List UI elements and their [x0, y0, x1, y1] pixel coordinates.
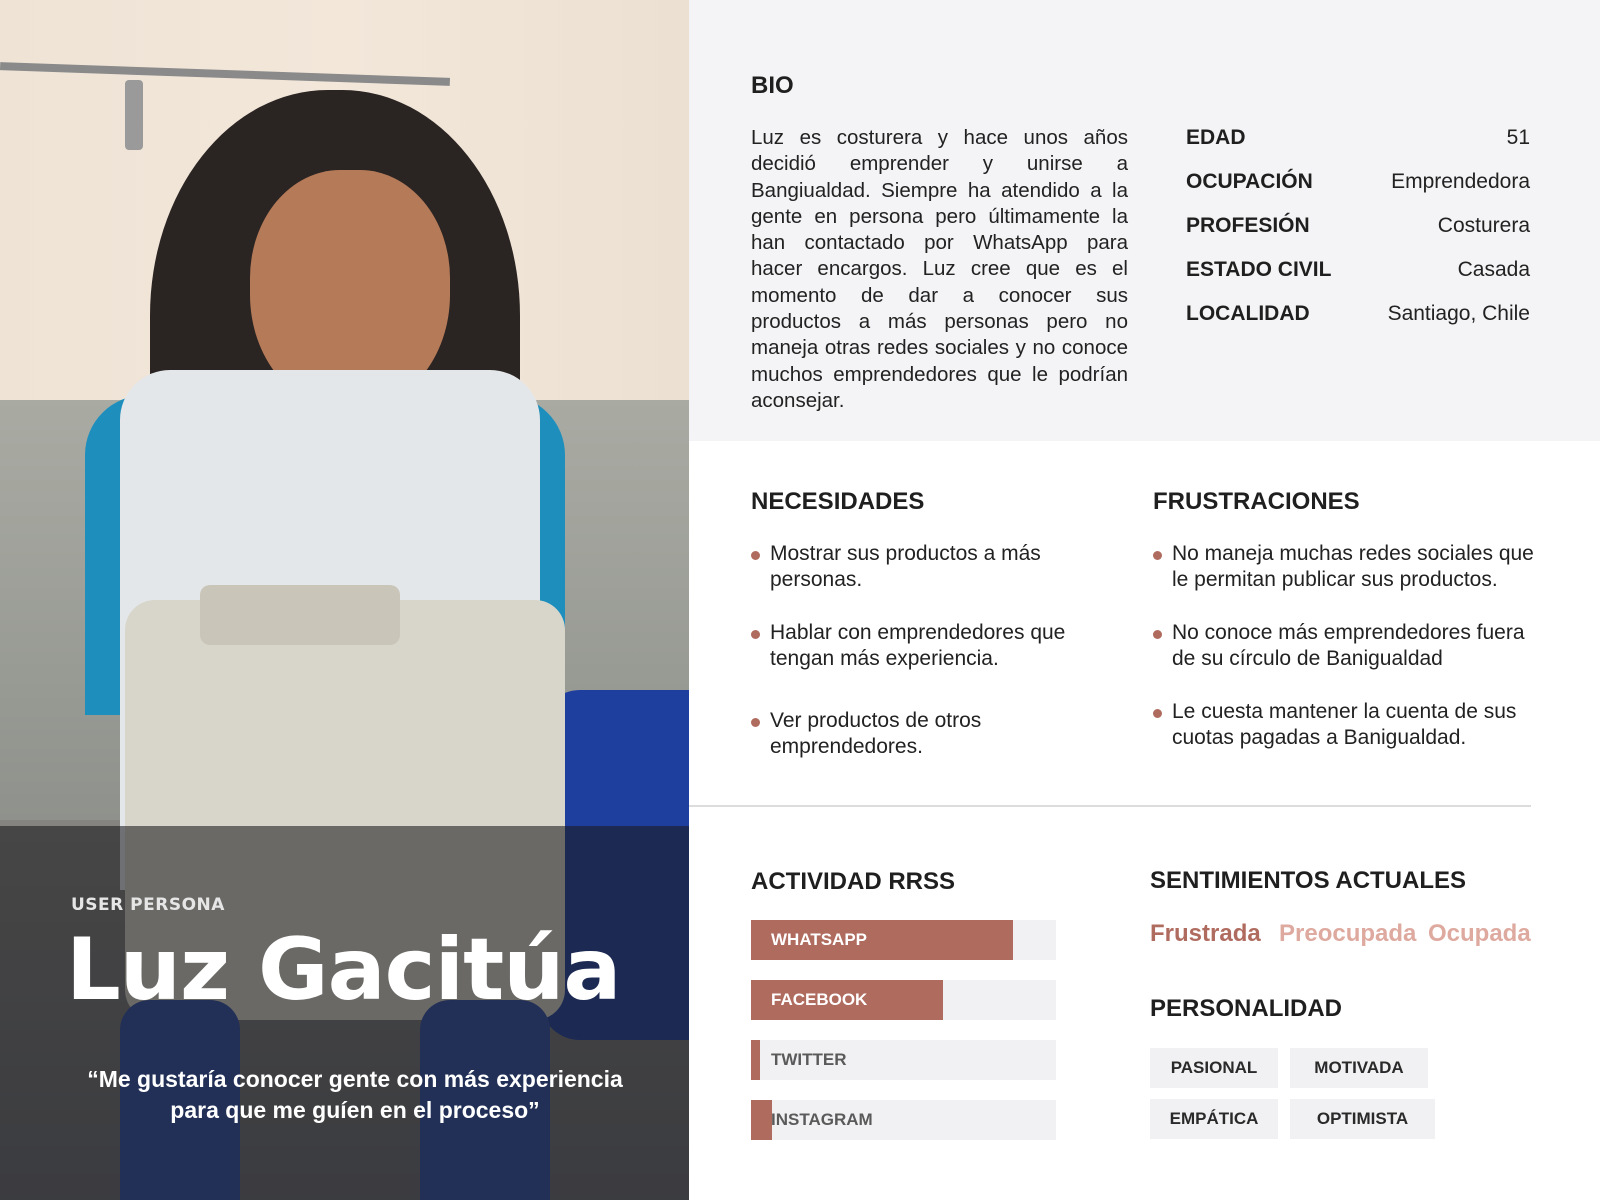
personality-chip: OPTIMISTA: [1290, 1099, 1435, 1139]
feeling-preocupada: Preocupada: [1279, 920, 1417, 947]
social-title: ACTIVIDAD RRSS: [751, 868, 956, 895]
list-item: Mostrar sus productos a más personas.: [751, 541, 1091, 593]
photo-lamp-joint: [125, 80, 143, 150]
social-bar-facebook: [751, 980, 1056, 1020]
list-item: Ver productos de otros emprendedores.: [751, 708, 1091, 760]
stats-list: [1186, 125, 1530, 345]
stat-label: EDAD: [1186, 126, 1246, 149]
bar-label: TWITTER: [771, 1050, 847, 1069]
persona-name: Luz Gacitúa: [66, 920, 621, 1020]
personality-chip: EMPÁTICA: [1150, 1099, 1278, 1139]
stat-value: Santiago, Chile: [1387, 302, 1530, 325]
bio-text: Luz es costurera y hace unos años decidió emprender y unirse a Bangiualdad. Siempre ha atendido a la gente en persona pero últimamente la han contactado por WhatsApp para hacer encargos. Luz cree que es el momento de dar a conocer sus productos a más personas pero no maneja otras redes sociales y no conoce muchos emprendedores que le podrían aconsejar.: [751, 126, 1128, 412]
stat-value: Costurera: [1437, 214, 1530, 237]
social-bar-twitter: [751, 1040, 1056, 1080]
feeling-ocupada: Ocupada: [1428, 920, 1531, 947]
bar-label: FACEBOOK: [771, 990, 868, 1009]
stat-row-location: [1186, 301, 1530, 345]
bio-title: BIO: [751, 72, 794, 99]
social-bar-instagram: [751, 1100, 1056, 1140]
personality-chip: MOTIVADA: [1290, 1048, 1428, 1088]
social-bar-whatsapp: [751, 920, 1056, 960]
stat-row-civil-status: [1186, 257, 1530, 301]
frustrations-title: FRUSTRACIONES: [1153, 488, 1360, 515]
list-item: Le cuesta mantener la cuenta de sus cuotas pagadas a Banigualdad.: [1153, 699, 1553, 751]
stat-value: Emprendedora: [1391, 170, 1530, 193]
photo-machine-top: [200, 585, 400, 645]
feeling-frustrada: Frustrada: [1150, 920, 1261, 947]
needs-title: NECESIDADES: [751, 488, 925, 515]
list-item: No maneja muchas redes sociales que le permitan publicar sus productos.: [1153, 541, 1553, 593]
needs-list: [751, 541, 1091, 760]
bar-fill: [751, 1100, 772, 1140]
bar-fill: [751, 1040, 760, 1080]
persona-tag: USER PERSONA: [71, 895, 225, 915]
feelings-title: SENTIMIENTOS ACTUALES: [1150, 867, 1467, 894]
bar-label: WHATSAPP: [771, 930, 868, 949]
list-item: No conoce más emprendedores fuera de su círculo de Banigualdad: [1153, 620, 1553, 672]
stat-label: PROFESIÓN: [1186, 214, 1310, 237]
list-item: Hablar con emprendedores que tengan más experiencia.: [751, 620, 1091, 672]
stat-row-occupation: [1186, 169, 1530, 213]
bar-label: INSTAGRAM: [771, 1110, 873, 1129]
stat-row-age: [1186, 125, 1530, 169]
persona-photo: [0, 0, 689, 1200]
personality-chip: PASIONAL: [1150, 1048, 1278, 1088]
stat-value: Casada: [1457, 258, 1530, 281]
stat-value: 51: [1506, 126, 1530, 149]
frustrations-list: [1153, 541, 1553, 751]
stat-row-profession: [1186, 213, 1530, 257]
section-divider: [689, 805, 1531, 807]
persona-quote: “Me gustaría conocer gente con más experiencia para que me guíen en el proceso”: [87, 1066, 623, 1123]
personality-title: PERSONALIDAD: [1150, 995, 1343, 1022]
stat-label: LOCALIDAD: [1186, 302, 1310, 325]
stat-label: OCUPACIÓN: [1186, 170, 1313, 193]
stat-label: ESTADO CIVIL: [1186, 258, 1332, 281]
